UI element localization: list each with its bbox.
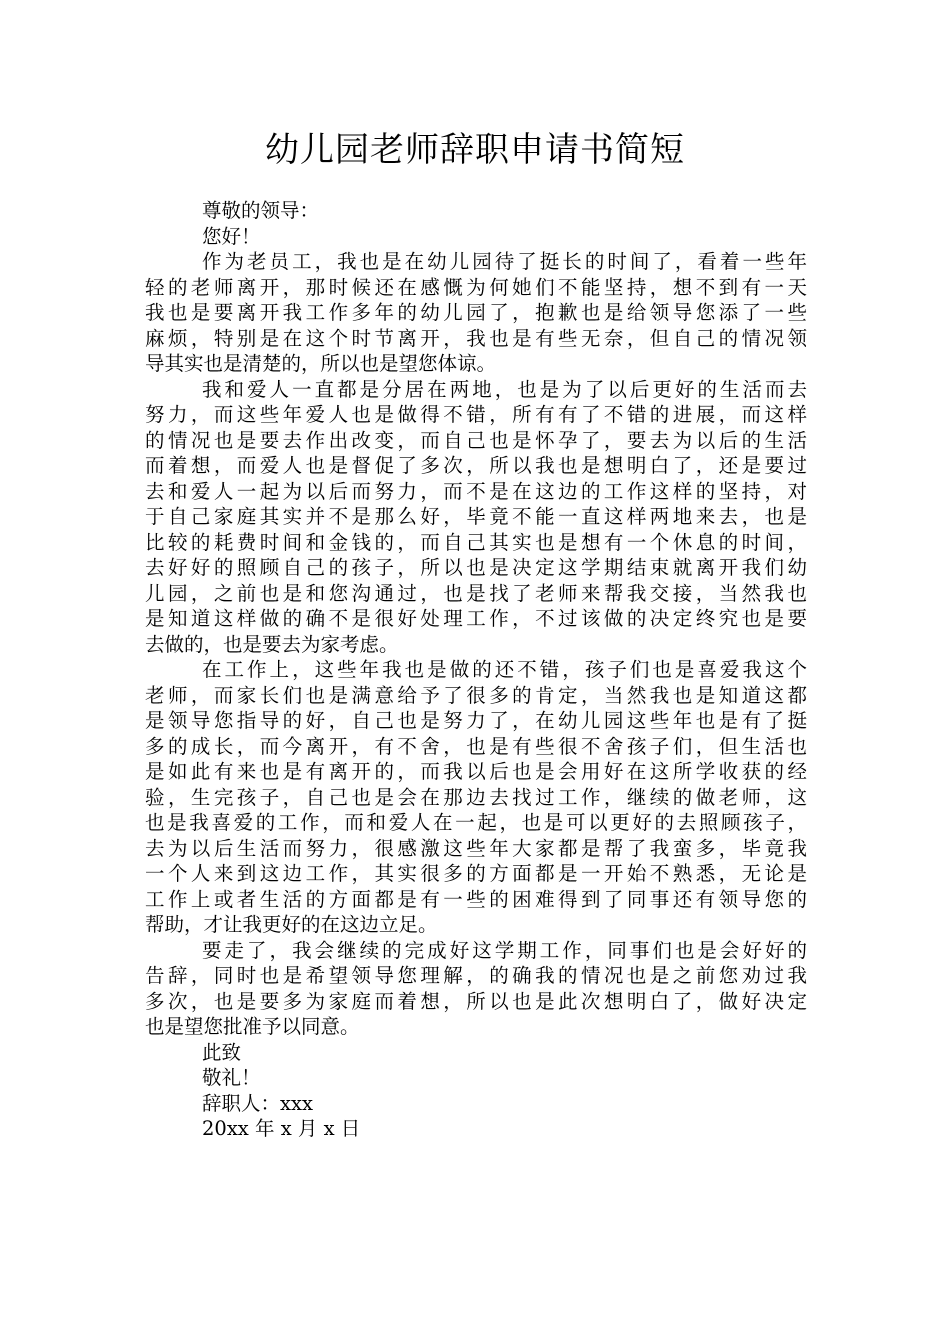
paragraph-line: 的情况也是要去作出改变，而自己也是怀孕了，要去为以后的生活: [145, 428, 807, 452]
paragraph-line: 而着想，而爱人也是督促了多次，所以我也是想明白了，还是要过: [145, 454, 807, 477]
paragraph-line: 轻的老师离开，那时候还在感慨为何她们不能坚持，想不到有一天: [145, 275, 807, 299]
closing-salute: 敬礼！: [202, 1066, 261, 1089]
paragraph-line: 告辞，同时也是希望领导您理解，的确我的情况也是之前您劝过我: [145, 964, 807, 987]
page-title: 幼儿园老师辞职申请书简短: [265, 130, 685, 170]
paragraph-line: 比较的耗费时间和金钱的，而自己其实也是想有一个休息的时间，: [145, 530, 807, 554]
paragraph-line: 验，生完孩子，自己也是会在那边去找过工作，继续的做老师，这: [145, 785, 807, 809]
paragraph-3: [145, 657, 807, 938]
paragraph-line: 是如此有来也是有离开的，而我以后也是会用好在这所学收获的经: [145, 760, 807, 783]
paragraph-line: 是知道这样做的确不是很好处理工作，不过该做的决定终究也是要: [145, 607, 807, 630]
paragraph-2: [145, 377, 807, 658]
paragraph-line: 去好好的照顾自己的孩子，所以也是决定这学期结束就离开我们幼: [145, 556, 807, 579]
paragraph-line: 老师，而家长们也是满意给予了很多的肯定，当然我也是知道这都: [145, 683, 807, 707]
paragraph-line: 去做的，也是要去为家考虑。: [145, 632, 399, 656]
paragraph-line: 于自己家庭其实并不是那么好，毕竟不能一直这样两地来去，也是: [145, 505, 807, 528]
paragraph-line: 作为老员工，我也是在幼儿园待了挺长的时间了，看着一些年: [202, 250, 807, 273]
paragraph-4: [145, 938, 807, 1040]
greeting: 您好！: [202, 224, 261, 248]
signature: 辞职人：xxx: [202, 1091, 313, 1115]
paragraph-line: 多次，也是要多为家庭而着想，所以也是此次想明白了，做好决定: [145, 989, 807, 1013]
paragraph-line: 也是我喜爱的工作，而和爱人在一起，也是可以更好的去照顾孩子，: [145, 811, 807, 834]
date: 20xx 年 x 月 x 日: [202, 1117, 361, 1140]
paragraph-line: 工作上或者生活的方面都是有一些的困难得到了同事还有领导您的: [145, 887, 807, 911]
paragraph-line: 要走了，我会继续的完成好这学期工作，同事们也是会好好的: [202, 938, 807, 962]
paragraph-line: 帮助，才让我更好的在这边立足。: [145, 913, 438, 936]
paragraph-line: 努力，而这些年爱人也是做得不错，所有有了不错的进展，而这样: [145, 403, 807, 426]
paragraph-line: 去和爱人一起为以后而努力，而不是在这边的工作这样的坚持，对: [145, 479, 807, 503]
paragraph-line: 导其实也是清楚的，所以也是望您体谅。: [145, 352, 497, 375]
paragraph-line: 是领导您指导的好，自己也是努力了，在幼儿园这些年也是有了挺: [145, 709, 807, 732]
paragraph-line: 多的成长，而今离开，有不舍，也是有些很不舍孩子们，但生活也: [145, 734, 807, 758]
salutation: 尊敬的领导：: [202, 199, 320, 222]
paragraph-line: 在工作上，这些年我也是做的还不错，孩子们也是喜爱我这个: [202, 658, 807, 681]
paragraph-1: [145, 249, 807, 377]
paragraph-line: 去为以后生活而努力，很感激这些年大家都是帮了我蛮多，毕竟我: [145, 836, 807, 860]
letter-body: [145, 198, 807, 1142]
closing-line: 此致: [202, 1040, 242, 1064]
paragraph-line: 我也是要离开我工作多年的幼儿园了，抱歉也是给领导您添了一些: [145, 301, 807, 324]
paragraph-line: 也是望您批准予以同意。: [145, 1015, 360, 1038]
paragraph-line: 我和爱人一直都是分居在两地，也是为了以后更好的生活而去: [202, 377, 807, 401]
paragraph-line: 麻烦，特别是在这个时节离开，我也是有些无奈，但自己的情况领: [145, 326, 807, 350]
paragraph-line: 一个人来到这边工作，其实很多的方面都是一开始不熟悉，无论是: [145, 862, 807, 885]
paragraph-line: 儿园，之前也是和您沟通过，也是找了老师来帮我交接，当然我也: [145, 581, 807, 605]
